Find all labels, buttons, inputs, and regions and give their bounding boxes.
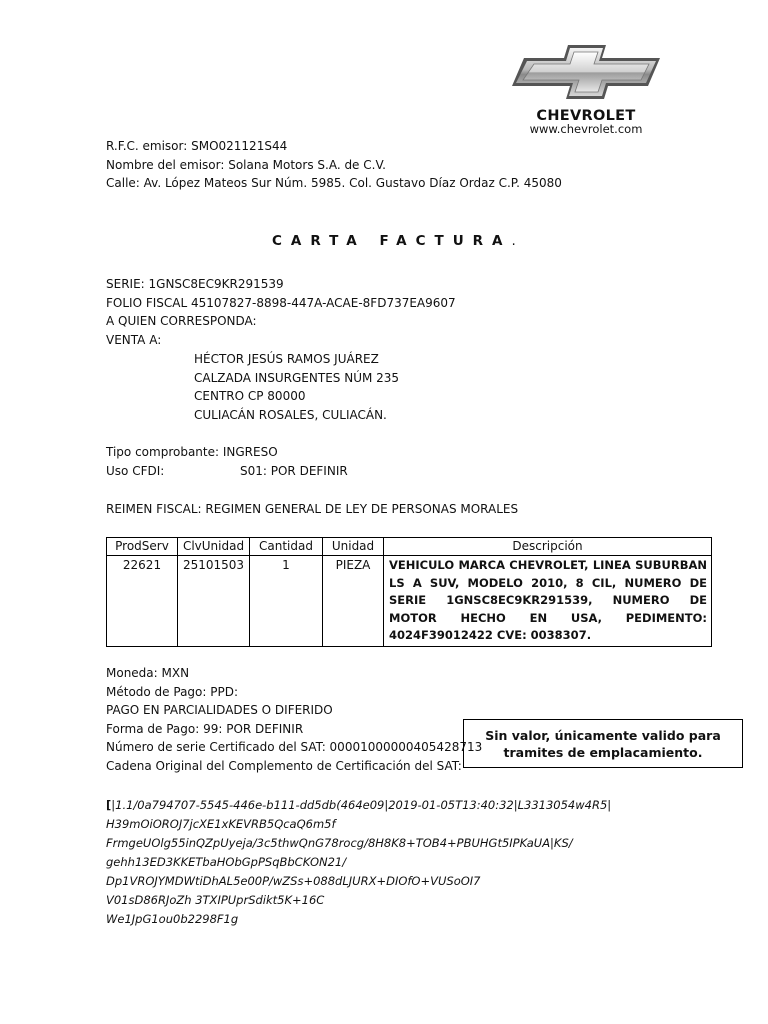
table-header-row [107, 538, 712, 556]
brand-name: CHEVROLET [536, 108, 636, 124]
payment-section [106, 664, 482, 775]
payment-method: Método de Pago: PPD: [106, 684, 238, 699]
chain-line: Dp1VROJYMDWtiDhAL5e00P/wZSs+088dLJURX+DIOfO+VUSoOI7 [106, 874, 481, 888]
chain-line: gehh13ED3KKETbaHObGpPSqBbCKON21/ [106, 855, 347, 869]
cell-prodserv: 22621 [107, 556, 178, 647]
client-colony: CENTRO CP 80000 [194, 389, 306, 403]
cell-cantidad: 1 [250, 556, 323, 647]
emitter-name: Nombre del emisor: Solana Motors S.A. de C.V. [106, 157, 386, 172]
chain-line: We1JpG1ou0b2298F1g [106, 912, 239, 926]
concepts-table [106, 537, 712, 647]
cell-unidad: PIEZA [323, 556, 384, 647]
table-header-descripcion: Descripción [384, 538, 712, 556]
voucher-type-section [106, 443, 348, 480]
website-link[interactable]: www.chevrolet.com [529, 122, 643, 136]
validity-note-text: Sin valor, únicamente valido para tramites de emplacamiento. [485, 727, 721, 760]
document-title-period: . [511, 233, 516, 249]
emitter-address: Calle: Av. López Mateos Sur Núm. 5985. Col. Gustavo Díaz Ordaz C.P. 45080 [106, 176, 562, 190]
invoice-section [106, 275, 456, 349]
cfdi-use-row [106, 462, 348, 481]
payment-form: Forma de Pago: 99: POR DEFINIR [106, 721, 304, 736]
cell-descripcion: VEHICULO MARCA CHEVROLET, LINEA SUBURBAN LS A SUV, MODELO 2010, 8 CIL, NUMERO DE SERIE 1GNSC8EC9KR291539, NUMERO DE MOTOR HECHO EN USA, PEDIMENTO: 4024F39012422 CVE: 0038307. [384, 556, 712, 647]
chain-open-bracket: [ [106, 798, 112, 812]
currency: Moneda: MXN [106, 666, 190, 680]
payment-installments: PAGO EN PARCIALIDADES O DIFERIDO [106, 703, 333, 717]
table-header-unidad: Unidad [323, 538, 384, 556]
sat-original-chain [106, 796, 611, 929]
validity-note-box [463, 719, 743, 768]
sat-chain-label: Cadena Original del Complemento de Certificación del SAT: [106, 758, 462, 773]
client-name: HÉCTOR JESÚS RAMOS JUÁREZ [194, 352, 379, 366]
table-header-prodserv: ProdServ [107, 538, 178, 556]
voucher-type: Tipo comprobante: INGRESO [106, 445, 278, 459]
table-header-clvunidad: ClvUnidad [178, 538, 250, 556]
cell-clvunidad: 25101503 [178, 556, 250, 647]
document-title-text: CARTA FACTURA [272, 233, 512, 249]
client-section [194, 350, 399, 424]
cfdi-use-label: Uso CFDI: [106, 463, 165, 478]
table-row [107, 556, 712, 647]
chain-line-1: [|1.1/0a794707-5545-446e-b111-dd5db(464e09|2019-01-05T13:40:32|L3313054w4R5| [106, 798, 612, 812]
invoice-addressee: A QUIEN CORRESPONDA: [106, 314, 257, 328]
invoice-sale-label: VENTA A: [106, 332, 162, 347]
invoice-serie: SERIE: 1GNSC8EC9KR291539 [106, 277, 284, 291]
client-street: CALZADA INSURGENTES NÚM 235 [194, 370, 400, 385]
invoice-folio: FOLIO FISCAL 45107827-8898-447A-ACAE-8FD737EA9607 [106, 295, 456, 310]
client-city: CULIACÁN ROSALES, CULIACÁN. [194, 407, 387, 422]
chain-line: H39mOiOROJ7jcXE1xKEVRB5QcaQ6m5f [106, 817, 336, 831]
cfdi-use-value: S01: POR DEFINIR [240, 463, 348, 478]
document-title [272, 233, 516, 249]
chain-line: FrmgeUOlg55inQZpUyeja/3c5thwQnG78rocg/8H8K8+TOB4+PBUHGt5IPKaUA|KS/ [106, 836, 573, 850]
table-header-cantidad: Cantidad [250, 538, 323, 556]
emitter-section [106, 137, 562, 193]
tax-regime: REIMEN FISCAL: REGIMEN GENERAL DE LEY DE PERSONAS MORALES [106, 502, 519, 516]
chain-line: V01sD86RJoZh 3TXIPUprSdikt5K+16C [106, 893, 325, 907]
emitter-rfc: R.F.C. emisor: SMO021121S44 [106, 139, 288, 153]
sat-certificate-number: Número de serie Certificado del SAT: 00001000000405428713 [106, 740, 483, 754]
chevrolet-bowtie-icon [510, 44, 662, 100]
